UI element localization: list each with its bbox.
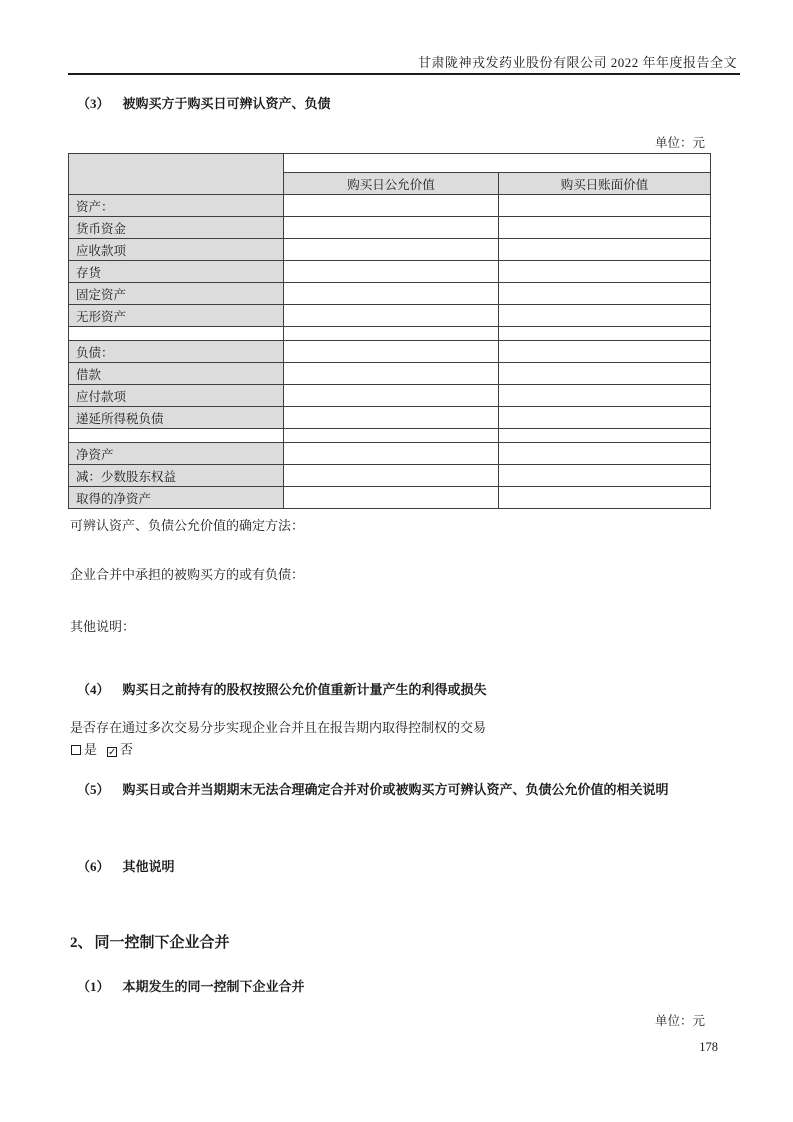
value-cell	[499, 341, 711, 363]
section3-number: （3）	[77, 96, 110, 111]
page-number: 178	[699, 1040, 718, 1054]
table-row	[69, 217, 711, 239]
row-label: 存货	[69, 261, 284, 283]
checkbox-checked-icon	[107, 747, 117, 757]
value-cell	[499, 261, 711, 283]
option-no	[107, 739, 133, 758]
value-cell	[284, 487, 499, 509]
table-row	[69, 239, 711, 261]
section6-title: 其他说明	[122, 859, 175, 874]
option-yes-label: 是	[84, 742, 98, 757]
section3-title: 被购买方于购买日可辨认资产、负债	[122, 96, 331, 111]
page-header-title: 甘肃陇神戎发药业股份有限公司 2022 年年度报告全文	[417, 55, 737, 70]
row-label: 应付款项	[69, 385, 284, 407]
table-row	[69, 363, 711, 385]
section3-heading	[77, 93, 331, 112]
value-cell	[284, 283, 499, 305]
table-row	[69, 261, 711, 283]
table-row	[69, 283, 711, 305]
stub-header-cell	[69, 154, 284, 195]
value-cell	[284, 217, 499, 239]
value-cell	[499, 239, 711, 261]
unit-label-bottom: 单位：元	[654, 1014, 705, 1028]
value-cell	[499, 407, 711, 429]
section4-number: （4）	[77, 682, 110, 697]
identifiable-assets-table	[68, 153, 711, 509]
value-cell	[499, 217, 711, 239]
section6-number: （6）	[77, 859, 110, 874]
value-cell	[284, 341, 499, 363]
row-label: 借款	[69, 363, 284, 385]
row-label: 净资产	[69, 443, 284, 465]
section5-title: 购买日或合并当期期末无法合理确定合并对价或被购买方可辨认资产、负债公允价值的相关说明	[122, 782, 669, 797]
table-header-row-1	[69, 154, 711, 173]
table-row-blank	[69, 327, 711, 341]
value-cell	[284, 465, 499, 487]
merger-section-number: 2、	[70, 935, 93, 951]
row-label: 货币资金	[69, 217, 284, 239]
table-row	[69, 195, 711, 217]
table-row	[69, 407, 711, 429]
row-label: 负债：	[69, 341, 284, 363]
value-cell	[284, 363, 499, 385]
value-cell	[284, 305, 499, 327]
table-row	[69, 465, 711, 487]
subsection1-title: 本期发生的同一控制下企业合并	[122, 979, 305, 994]
row-label: 固定资产	[69, 283, 284, 305]
value-cell	[284, 385, 499, 407]
value-cell	[499, 385, 711, 407]
row-label	[69, 429, 284, 443]
table-row	[69, 305, 711, 327]
merger-section-title: 同一控制下企业合并	[94, 935, 230, 951]
section4-heading	[77, 679, 487, 698]
row-label: 取得的净资产	[69, 487, 284, 509]
section5-number: （5）	[77, 782, 110, 797]
table-row	[69, 341, 711, 363]
unit-label-top: 单位：元	[654, 136, 705, 150]
value-cell	[284, 327, 499, 341]
value-cell	[499, 429, 711, 443]
yes-no-check-line	[71, 739, 143, 758]
value-cell	[499, 465, 711, 487]
value-cell	[499, 443, 711, 465]
subsection1-number: （1）	[77, 979, 110, 994]
value-cell	[499, 363, 711, 385]
value-cell	[499, 327, 711, 341]
row-label: 应收款项	[69, 239, 284, 261]
value-cell	[284, 195, 499, 217]
note-other-explanation: 其他说明：	[70, 619, 136, 634]
option-no-label: 否	[120, 742, 134, 757]
value-cell	[499, 487, 711, 509]
value-cell	[284, 261, 499, 283]
value-cell	[284, 429, 499, 443]
multi-step-transaction-question: 是否存在通过多次交易分步实现企业合并且在报告期内取得控制权的交易	[70, 720, 487, 735]
column-header-fair-value: 购买日公允价值	[284, 173, 499, 195]
spanner-header-cell	[284, 154, 711, 173]
section4-title: 购买日之前持有的股权按照公允价值重新计量产生的利得或损失	[122, 682, 487, 697]
row-label: 无形资产	[69, 305, 284, 327]
merger-section-heading	[70, 931, 230, 952]
value-cell	[499, 305, 711, 327]
check-mark-icon: ✓	[108, 747, 117, 758]
section6-heading	[77, 856, 175, 875]
column-header-book-value: 购买日账面价值	[499, 173, 711, 195]
value-cell	[284, 239, 499, 261]
row-label: 递延所得税负债	[69, 407, 284, 429]
header-divider	[68, 73, 740, 75]
option-yes	[71, 739, 97, 758]
subsection1-heading	[77, 976, 305, 995]
table-row-blank	[69, 429, 711, 443]
checkbox-unchecked-icon	[71, 745, 81, 755]
value-cell	[499, 195, 711, 217]
row-label: 减：少数股东权益	[69, 465, 284, 487]
section5-heading	[77, 779, 669, 798]
table-row	[69, 487, 711, 509]
table-row	[69, 385, 711, 407]
table-row	[69, 443, 711, 465]
value-cell	[284, 443, 499, 465]
row-label: 资产：	[69, 195, 284, 217]
row-label	[69, 327, 284, 341]
note-fair-value-method: 可辨认资产、负债公允价值的确定方法：	[70, 518, 305, 533]
note-contingent-liabilities: 企业合并中承担的被购买方的或有负债：	[70, 567, 305, 582]
value-cell	[284, 407, 499, 429]
value-cell	[499, 283, 711, 305]
